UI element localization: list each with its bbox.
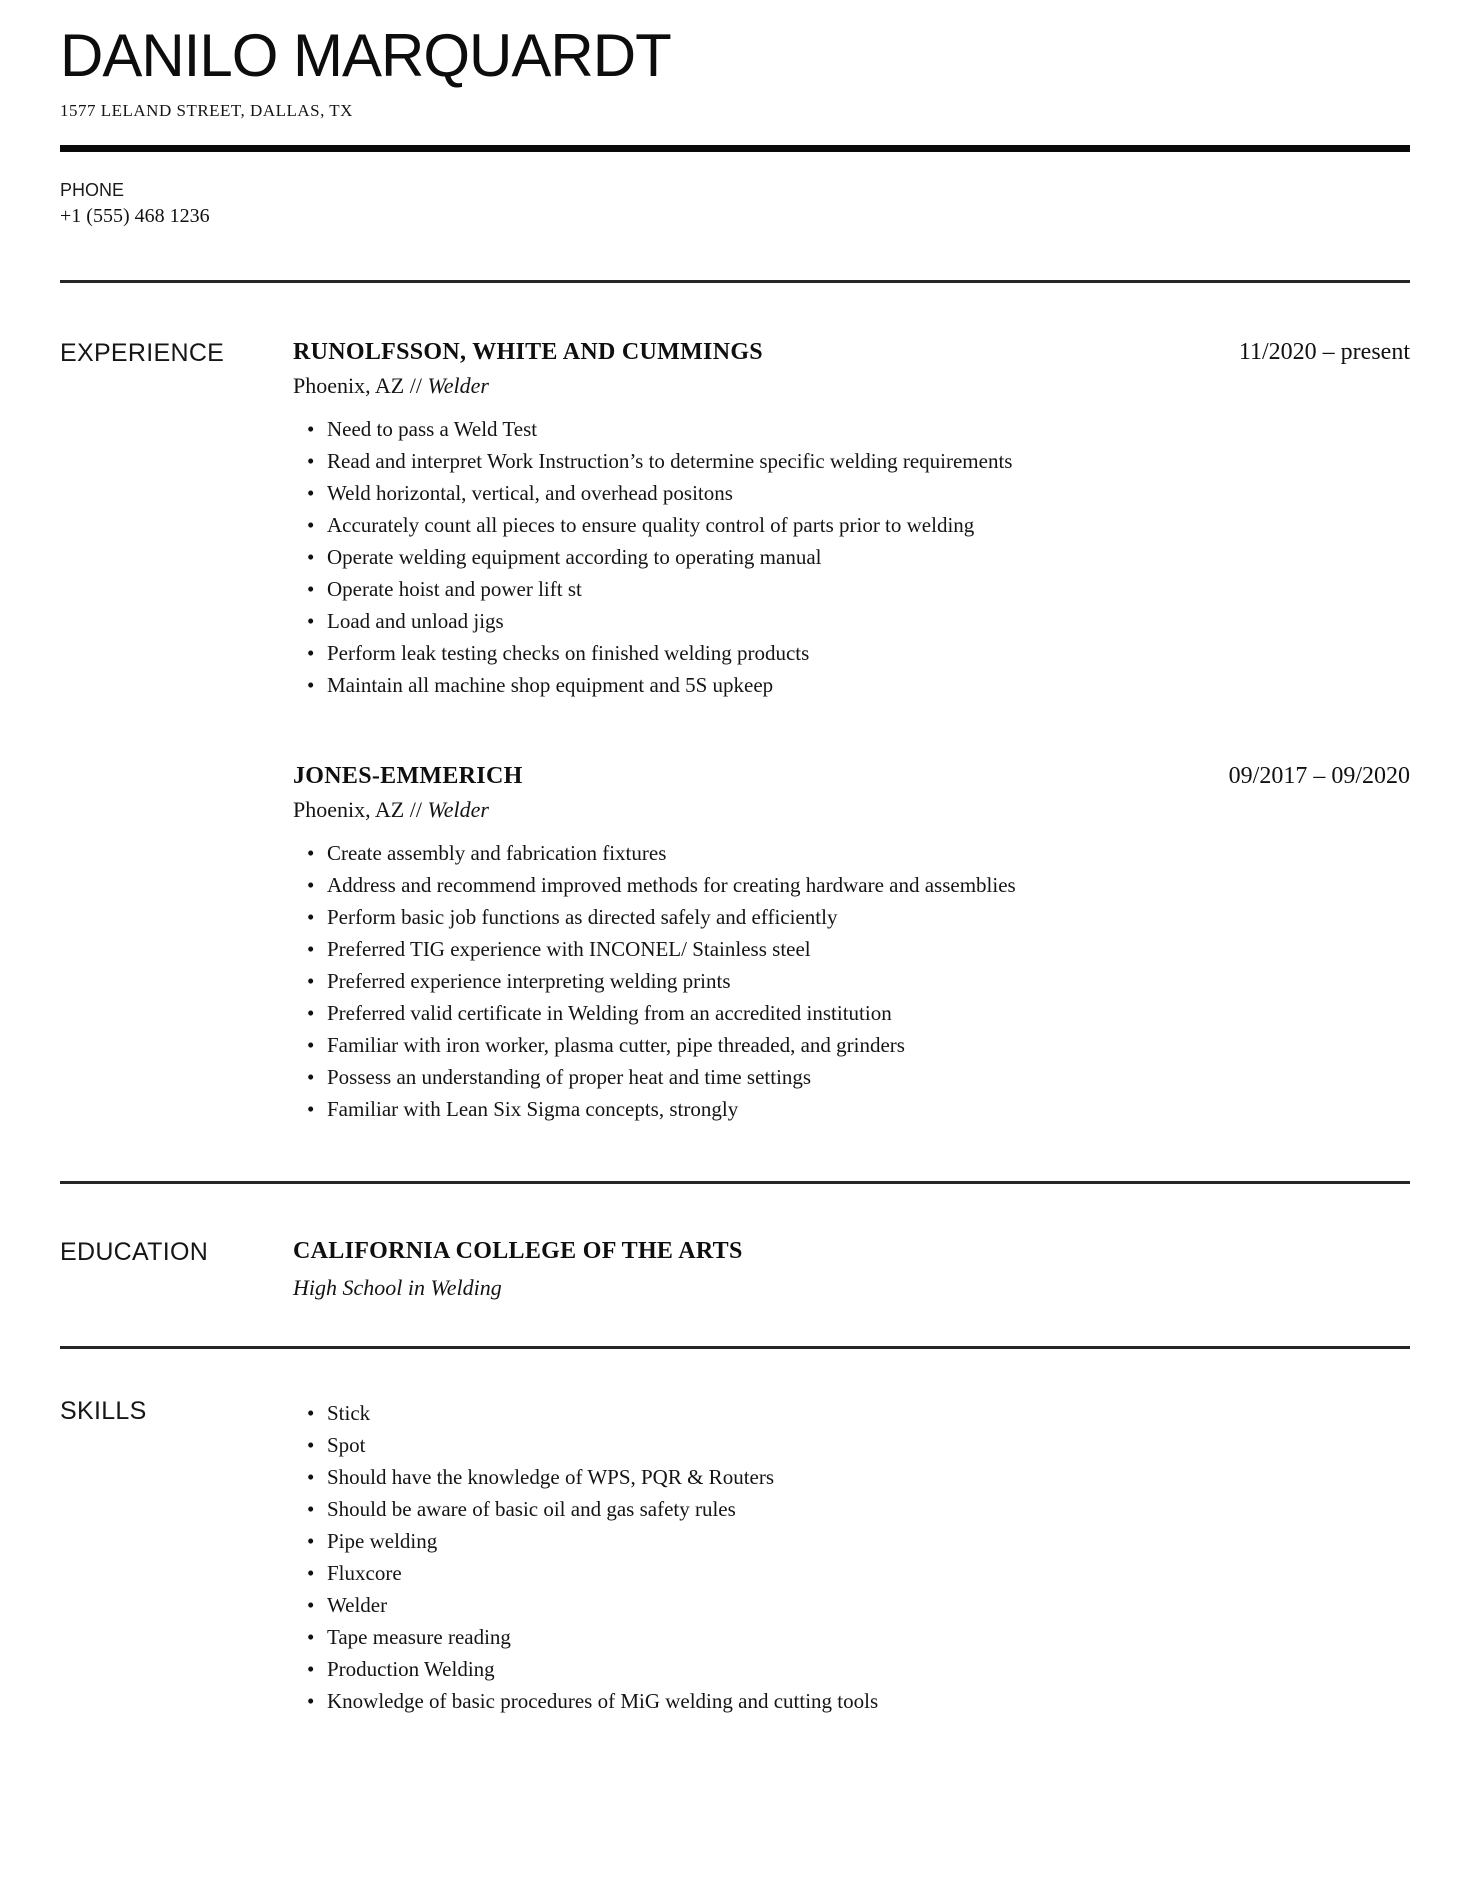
header-divider <box>60 145 1410 152</box>
company-name: RUNOLFSSON, WHITE AND CUMMINGS <box>293 338 763 365</box>
list-item: • Familiar with iron worker, plasma cutter, pipe threaded, and grinders <box>293 1029 1410 1061</box>
section-divider <box>60 1346 1410 1349</box>
education-content <box>293 1238 1410 1302</box>
list-item: • Pipe welding <box>293 1525 1410 1557</box>
list-item: • Welder <box>293 1589 1410 1621</box>
list-item: • Tape measure reading <box>293 1621 1410 1653</box>
page-title: DANILO MARQUARDT <box>60 22 671 89</box>
job-bullet-list <box>293 837 1410 1125</box>
job-entry <box>293 763 1410 1125</box>
section-label-experience: EXPERIENCE <box>60 338 225 367</box>
list-item: • Stick <box>293 1397 1410 1429</box>
job-dates: 09/2017 – 09/2020 <box>1228 762 1410 789</box>
list-item: • Possess an understanding of proper heat and time settings <box>293 1061 1410 1093</box>
section-label-education: EDUCATION <box>60 1237 209 1266</box>
list-item: • Load and unload jigs <box>293 605 1410 637</box>
list-item: • Fluxcore <box>293 1557 1410 1589</box>
location-role-separator: // <box>409 797 422 823</box>
list-item: • Preferred experience interpreting welding prints <box>293 965 1410 997</box>
skills-content <box>293 1397 1410 1717</box>
job-subtitle <box>293 796 1410 825</box>
company-name: JONES-EMMERICH <box>293 762 523 789</box>
list-item: • Operate welding equipment according to operating manual <box>293 541 1410 573</box>
degree: High School in Welding <box>293 1274 502 1300</box>
contact-block <box>60 180 1410 230</box>
job-bullet-list <box>293 413 1410 701</box>
list-item: • Should have the knowledge of WPS, PQR & Routers <box>293 1461 1410 1493</box>
list-item: • Spot <box>293 1429 1410 1461</box>
list-item: • Production Welding <box>293 1653 1410 1685</box>
list-item: • Address and recommend improved methods for creating hardware and assemblies <box>293 869 1410 901</box>
job-header <box>293 339 1410 367</box>
list-item: • Preferred valid certificate in Welding from an accredited institution <box>293 997 1410 1029</box>
phone-label: PHONE <box>60 180 125 200</box>
list-item: • Maintain all machine shop equipment and 5S upkeep <box>293 669 1410 701</box>
job-entry <box>293 339 1410 701</box>
list-item: • Perform leak testing checks on finished welding products <box>293 637 1410 669</box>
school-name: CALIFORNIA COLLEGE OF THE ARTS <box>293 1237 743 1264</box>
experience-content <box>293 339 1410 1125</box>
list-item: • Perform basic job functions as directed safely and efficiently <box>293 901 1410 933</box>
list-item: • Weld horizontal, vertical, and overhead positons <box>293 477 1410 509</box>
list-item: • Familiar with Lean Six Sigma concepts, strongly <box>293 1093 1410 1125</box>
job-location: Phoenix, AZ <box>293 373 405 399</box>
list-item: • Read and interpret Work Instruction’s to determine specific welding requirements <box>293 445 1410 477</box>
address: 1577 LELAND STREET, DALLAS, TX <box>60 101 353 120</box>
section-label-skills: SKILLS <box>60 1397 147 1426</box>
list-item: • Accurately count all pieces to ensure quality control of parts prior to welding <box>293 509 1410 541</box>
job-role: Welder <box>427 797 489 823</box>
job-location: Phoenix, AZ <box>293 797 405 823</box>
job-role: Welder <box>427 373 489 399</box>
location-role-separator: // <box>409 373 422 399</box>
skills-list <box>293 1397 1410 1717</box>
phone-value: +1 (555) 468 1236 <box>60 204 210 227</box>
job-header <box>293 763 1410 791</box>
section-divider <box>60 1181 1410 1184</box>
list-item: • Need to pass a Weld Test <box>293 413 1410 445</box>
job-dates: 11/2020 – present <box>1238 338 1410 365</box>
list-item: • Create assembly and fabrication fixtures <box>293 837 1410 869</box>
list-item: • Knowledge of basic procedures of MiG welding and cutting tools <box>293 1685 1410 1717</box>
skills-section <box>60 1397 1410 1717</box>
list-item: • Should be aware of basic oil and gas safety rules <box>293 1493 1410 1525</box>
section-divider <box>60 280 1410 283</box>
job-subtitle <box>293 372 1410 401</box>
list-item: • Preferred TIG experience with INCONEL/ Stainless steel <box>293 933 1410 965</box>
education-section <box>60 1238 1410 1302</box>
experience-section <box>60 339 1410 1125</box>
list-item: • Operate hoist and power lift st <box>293 573 1410 605</box>
